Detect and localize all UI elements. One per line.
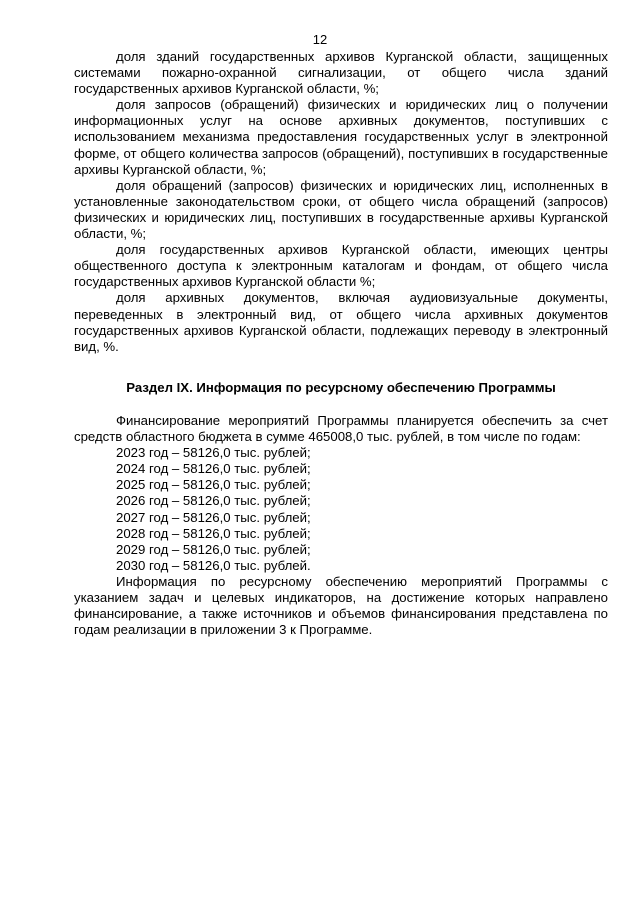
- indicator-paragraph: доля зданий государственных архивов Курганской области, защищенных системами пожарно-охранной сигнализации, от общего числа зданий государственных архивов Курганской области, %;: [74, 49, 608, 97]
- financing-years-list: [74, 445, 608, 574]
- financing-block: [74, 413, 608, 638]
- indicator-paragraph: доля обращений (запросов) физических и юридических лиц, исполненных в установленные законодательством сроки, от общего числа обращений (запросов) физических и юридических лиц, поступивших в государственные архивы Курганской области, %;: [74, 177, 608, 242]
- indicator-paragraph: доля архивных документов, включая аудиовизуальные документы, переведенных в электронный вид, от общего числа архивных документов государственных архивов Курганской области, подлежащих переводу в электронный вид, %.: [74, 290, 608, 354]
- section-heading: Раздел IX. Информация по ресурсному обеспечению Программы: [126, 380, 556, 395]
- financing-year-item: 2028 год – 58126,0 тыс. рублей;: [116, 525, 311, 541]
- page-number: 12: [312, 32, 328, 47]
- financing-year-item: 2024 год – 58126,0 тыс. рублей;: [116, 461, 311, 477]
- indicator-paragraph: доля государственных архивов Курганской области, имеющих центры общественного доступа к электронным каталогам и фондам, от общего числа государственных архивов Курганской области %;: [74, 242, 608, 290]
- financing-year-item: 2023 год – 58126,0 тыс. рублей;: [116, 445, 311, 461]
- closing-paragraph: Информация по ресурсному обеспечению мероприятий Программы с указанием задач и целевых индикаторов, на достижение которых направлено финансирование, а также источников и объемов финансирования представлена по годам реализации в приложении 3 к Программе.: [74, 573, 608, 638]
- financing-year-item: 2027 год – 58126,0 тыс. рублей;: [116, 509, 311, 525]
- financing-year-item: 2029 год – 58126,0 тыс. рублей;: [116, 541, 311, 557]
- indicators-block: [74, 49, 608, 355]
- indicator-paragraph: доля запросов (обращений) физических и юридических лиц о получении информационных услуг на основе архивных документов, поступивших с использованием механизма предоставления государственных услуг в электронной форме, от общего количества запросов (обращений), поступивших в государственные архивы Курганской области, %;: [74, 97, 608, 177]
- financing-intro-paragraph: Финансирование мероприятий Программы планируется обеспечить за счет средств областного бюджета в сумме 465008,0 тыс. рублей, в том числе по годам:: [74, 413, 608, 445]
- financing-year-item: 2025 год – 58126,0 тыс. рублей;: [116, 477, 311, 493]
- financing-year-item: 2030 год – 58126,0 тыс. рублей.: [116, 557, 311, 573]
- financing-year-item: 2026 год – 58126,0 тыс. рублей;: [116, 493, 311, 509]
